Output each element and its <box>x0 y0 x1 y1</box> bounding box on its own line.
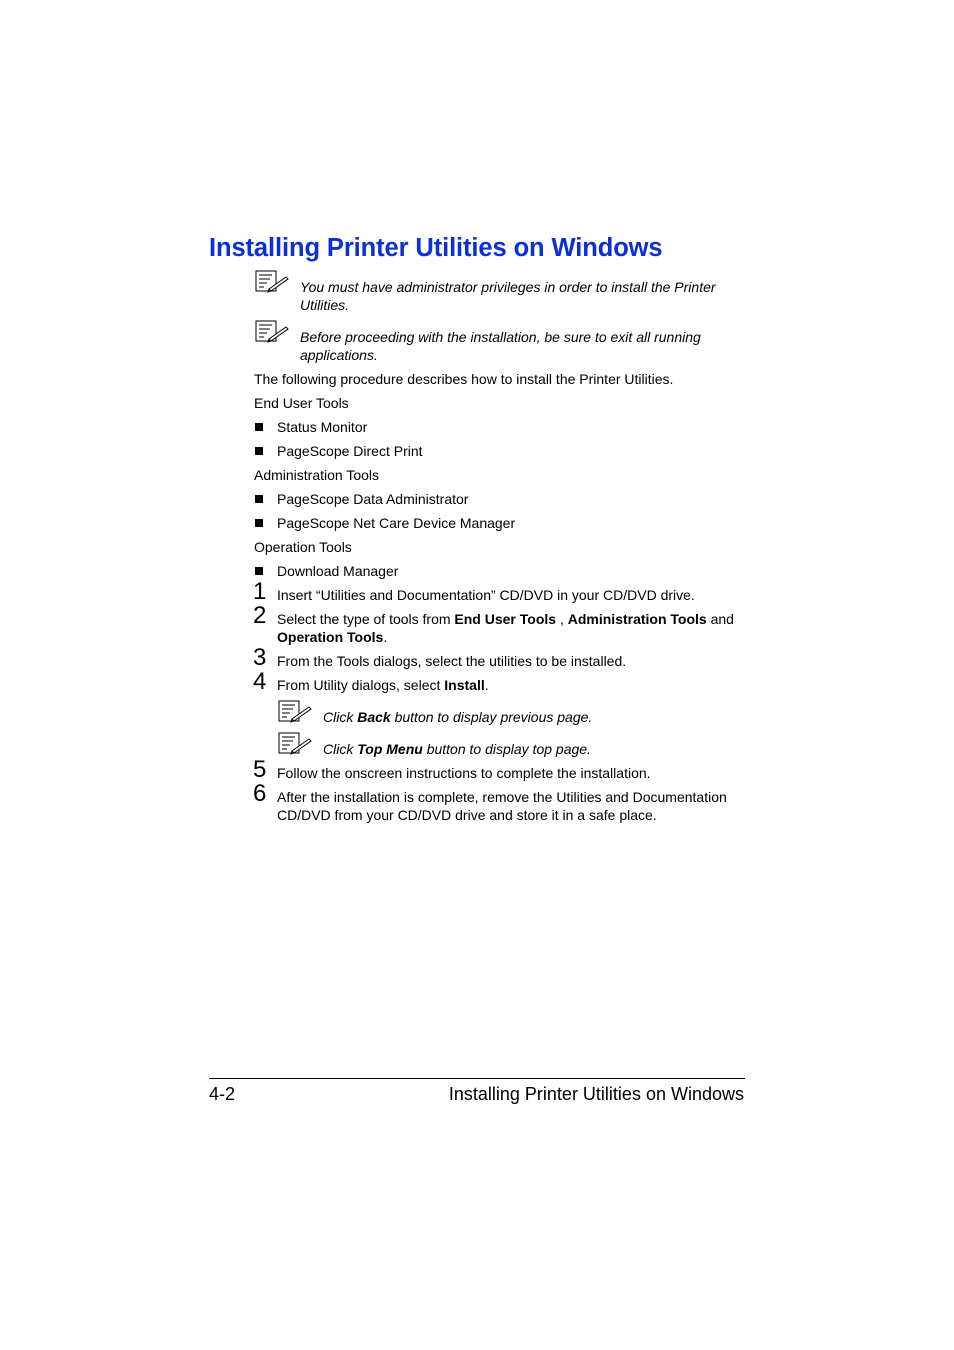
step-text-bold: Administration Tools <box>567 611 707 627</box>
step-text-bold: Operation Tools <box>277 629 384 645</box>
bullet-icon <box>255 447 263 455</box>
step-text <box>277 610 734 628</box>
step-number: 6 <box>253 780 267 807</box>
step-text-part: , <box>556 611 568 627</box>
step-text: CD/DVD from your CD/DVD drive and store it in a safe place. <box>277 807 657 823</box>
step-number: 3 <box>253 644 267 671</box>
bullet-icon <box>255 423 263 431</box>
note-text-part: Click <box>323 741 358 757</box>
note-text-part: button to display top page. <box>422 741 591 757</box>
step-text: Insert “Utilities and Documentation” CD/DVD in your CD/DVD drive. <box>277 587 695 603</box>
note-text-admin-line2: Utilities. <box>300 297 350 313</box>
bullet-icon <box>255 519 263 527</box>
list-item: PageScope Data Administrator <box>277 491 469 507</box>
step-number: 1 <box>253 578 267 605</box>
note-text-bold: Top Menu <box>357 741 423 757</box>
note-icon <box>255 270 289 294</box>
group-heading-end-user: End User Tools <box>254 395 349 411</box>
note-text-exit-line2: applications. <box>300 347 378 363</box>
step-number: 5 <box>253 756 267 783</box>
note-text-admin-line1: You must have administrator privileges in order to install the Printer <box>300 279 716 295</box>
intro-paragraph: The following procedure describes how to install the Printer Utilities. <box>254 371 674 387</box>
step-text-part: . <box>484 677 489 693</box>
step-text: After the installation is complete, remove the Utilities and Documentation <box>277 789 727 805</box>
step-text <box>277 676 489 694</box>
note-icon <box>278 732 312 756</box>
note-text-back <box>323 708 592 726</box>
list-item: Status Monitor <box>277 419 368 435</box>
step-text-part: and <box>706 611 734 627</box>
bullet-icon <box>255 495 263 503</box>
step-number: 2 <box>253 602 267 629</box>
step-text-bold: End User Tools <box>454 611 557 627</box>
step-text: From the Tools dialogs, select the utilities to be installed. <box>277 653 627 669</box>
step-text <box>277 628 387 646</box>
note-text-exit-line1: Before proceeding with the installation, be sure to exit all running <box>300 329 701 345</box>
page-title: Installing Printer Utilities on Windows <box>209 234 663 262</box>
group-heading-admin: Administration Tools <box>254 467 380 483</box>
note-text-part: Click <box>323 709 358 725</box>
list-item: PageScope Direct Print <box>277 443 423 459</box>
group-heading-operation: Operation Tools <box>254 539 352 555</box>
step-text: Follow the onscreen instructions to complete the installation. <box>277 765 651 781</box>
note-text-bold: Back <box>357 709 391 725</box>
footer-divider <box>209 1078 745 1079</box>
bullet-icon <box>255 567 263 575</box>
note-text-top <box>323 740 591 758</box>
step-text-part: . <box>383 629 388 645</box>
note-icon <box>278 700 312 724</box>
step-text-part: Select the type of tools from <box>277 611 455 627</box>
step-text-part: From Utility dialogs, select <box>277 677 445 693</box>
note-icon <box>255 320 289 344</box>
step-number: 4 <box>253 668 267 695</box>
footer-section-title: Installing Printer Utilities on Windows <box>448 1084 744 1104</box>
step-text-bold: Install <box>444 677 485 693</box>
list-item: Download Manager <box>277 563 399 579</box>
list-item: PageScope Net Care Device Manager <box>277 515 516 531</box>
note-text-part: button to display previous page. <box>390 709 593 725</box>
page-number: 4-2 <box>209 1084 236 1104</box>
